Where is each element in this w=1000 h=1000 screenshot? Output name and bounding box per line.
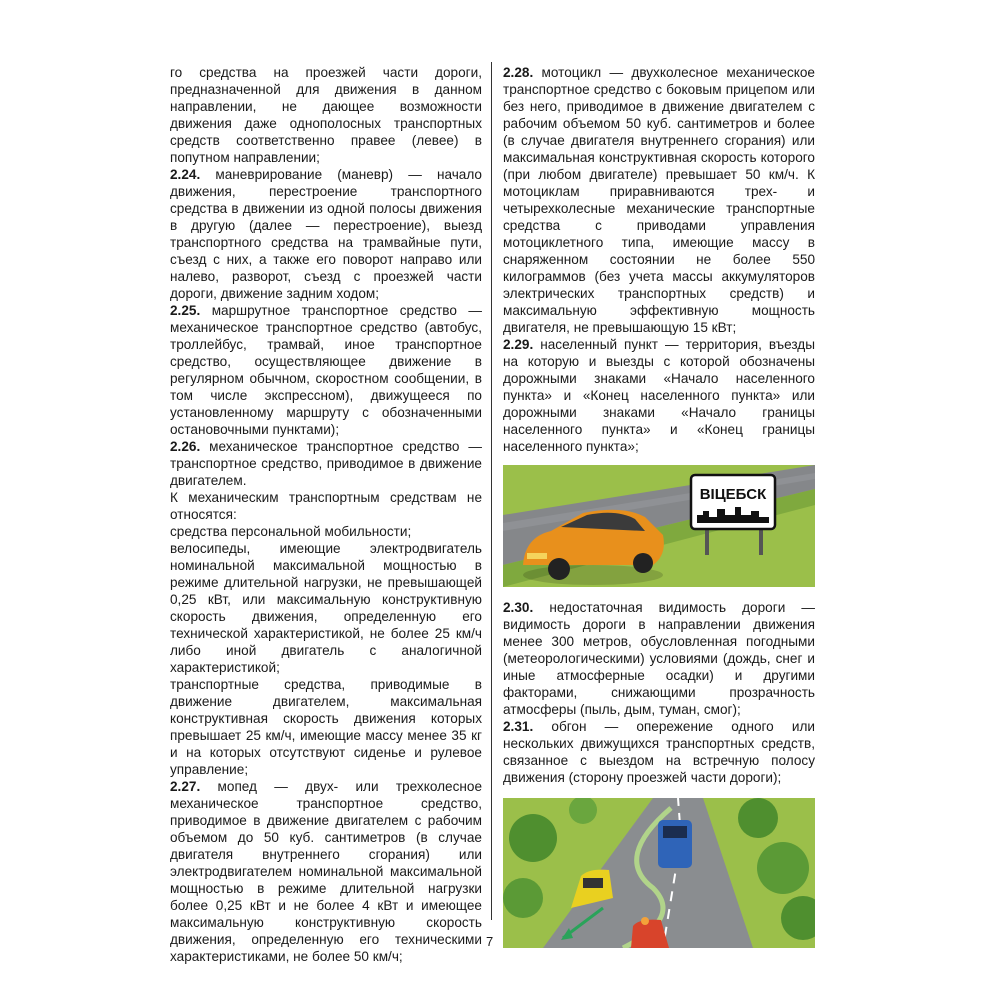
left-column	[170, 64, 482, 965]
clause-number: 2.27.	[170, 779, 201, 794]
clause-number: 2.30.	[503, 600, 534, 615]
definition-text: обгон — опережение одного или нескольких движущихся транспортных средств, связанное с выездом на встречную полосу движения (сторону проезжей части дороги);	[503, 719, 815, 785]
definition-2-29	[503, 336, 815, 455]
definition-2-24	[170, 166, 482, 302]
clause-number: 2.31.	[503, 719, 534, 734]
definition-2-31	[503, 718, 815, 786]
definition-text: маршрутное транспортное средство — механическое транспортное средство (автобус, троллейбус, трамвай, иное транспортное средство, осуществляющее движение в регулярном обычном, скоростном сообщении, в том числе экспрессном), движущееся по установленному маршруту с обозначенными остановочными пунктами);	[170, 303, 482, 437]
illustration-settlement-sign	[503, 465, 815, 587]
definition-2-30	[503, 599, 815, 718]
definition-text: населенный пункт — территория, въезды на которую и выезды с которой обозначены дорожными знаками «Начало населенного пункта» и «Конец населенного пункта» или дорожными знаками «Начало границы населенного пункта» и «Конец границы населенного пункта»;	[503, 337, 815, 454]
definition-2-25	[170, 302, 482, 438]
paragraph-exclusion-light-vehicles: транспортные средства, приводимые в движение двигателем, максимальная конструктивная скорость движения которых превышает 25 км/ч, имеющие массу менее 35 кг и на которых отсутствуют сиденье и рулевое управление;	[170, 677, 482, 777]
definition-text: недостаточная видимость дороги — видимость дороги в направлении движения менее 300 метров, обусловленная погодными (метеорологическими) условиями (дождь, снег и иные атмосферные осадки) и другими факторами, снижающими прозрачность атмосферы (пыль, дым, туман, смог);	[503, 600, 815, 717]
definition-text: мотоцикл — двухколесное механическое транспортное средство с боковым прицепом или без него, приводимое в движение двигателем с рабочим объемом 50 куб. сантиметров и более (в случае двигателя внутреннего сгорания) или максимальная конструктивная скорость которого (при любом двигателе) превышает 50 км/ч. К мотоциклам приравниваются трех- и четырехколесные механические транспортные средства с приводами управления мотоциклетного типа, имеющие массу в снаряженном состоянии не более 550 килограммов (без учета массы аккумуляторов электрических транспортных средств) и максимальную эффективную мощность двигателя, не превышающую 15 кВт;	[503, 65, 815, 335]
illustration-overtaking	[503, 798, 815, 948]
definition-2-28	[503, 64, 815, 336]
paragraph-exclusion-pmv: средства персональной мобильности;	[170, 524, 412, 539]
paragraph-exclusions-intro: К механическим транспортным средствам не относятся:	[170, 490, 482, 522]
definition-2-27	[170, 778, 482, 965]
sign-text: ВІЦЕБСК	[699, 486, 767, 503]
blue-van	[658, 820, 692, 868]
paragraph-exclusion-bicycles: велосипеды, имеющие электродвигатель номинальной максимальной мощностью в режиме длительной нагрузки, не превышающей 0,25 кВт, или максимальную конструктивную скорость движения, определенную его технической характеристикой, не более 25 км/ч либо иной двигатель с аналогичной характеристикой;	[170, 541, 482, 675]
column-divider	[491, 62, 492, 920]
clause-number: 2.25.	[170, 303, 201, 318]
clause-number: 2.26.	[170, 439, 201, 454]
clause-number: 2.24.	[170, 167, 201, 182]
definition-text: механическое транспортное средство — транспортное средство, приводимое в движение двигателем.	[170, 439, 482, 488]
clause-number: 2.29.	[503, 337, 534, 352]
right-column	[503, 64, 815, 960]
definition-text: мопед — двух- или трехколесное механическое транспортное средство, приводимое в движение двигателем с рабочим объемом до 50 куб. сантиметров (в случае двигателя внутреннего сгорания) или электродвигателем номинальной максимальной мощностью в режиме длительной нагрузки более 0,25 кВт и не более 4 кВт и имеющее максимальную конструктивную скорость движения, определенную его техническими характеристиками, не более 50 км/ч;	[170, 779, 482, 964]
definition-text: маневрирование (маневр) — начало движения, перестроение транспортного средства в движении из одной полосы движения в другую (далее — перестроение), выезд транспортного средства на трамвайные пути, съезд с них, а также его поворот направо или налево, разворот, съезд с проезжей части дороги, движение задним ходом;	[170, 167, 482, 301]
page-number: 7	[486, 934, 494, 949]
definition-2-26	[170, 438, 482, 489]
paragraph-continuation: го средства на проезжей части дороги, предназначенной для движения в данном направлении, не дающее возможности движения даже однополосных транспортных средств соответственно правее (левее) в попутном направлении;	[170, 65, 482, 165]
clause-number: 2.28.	[503, 65, 534, 80]
